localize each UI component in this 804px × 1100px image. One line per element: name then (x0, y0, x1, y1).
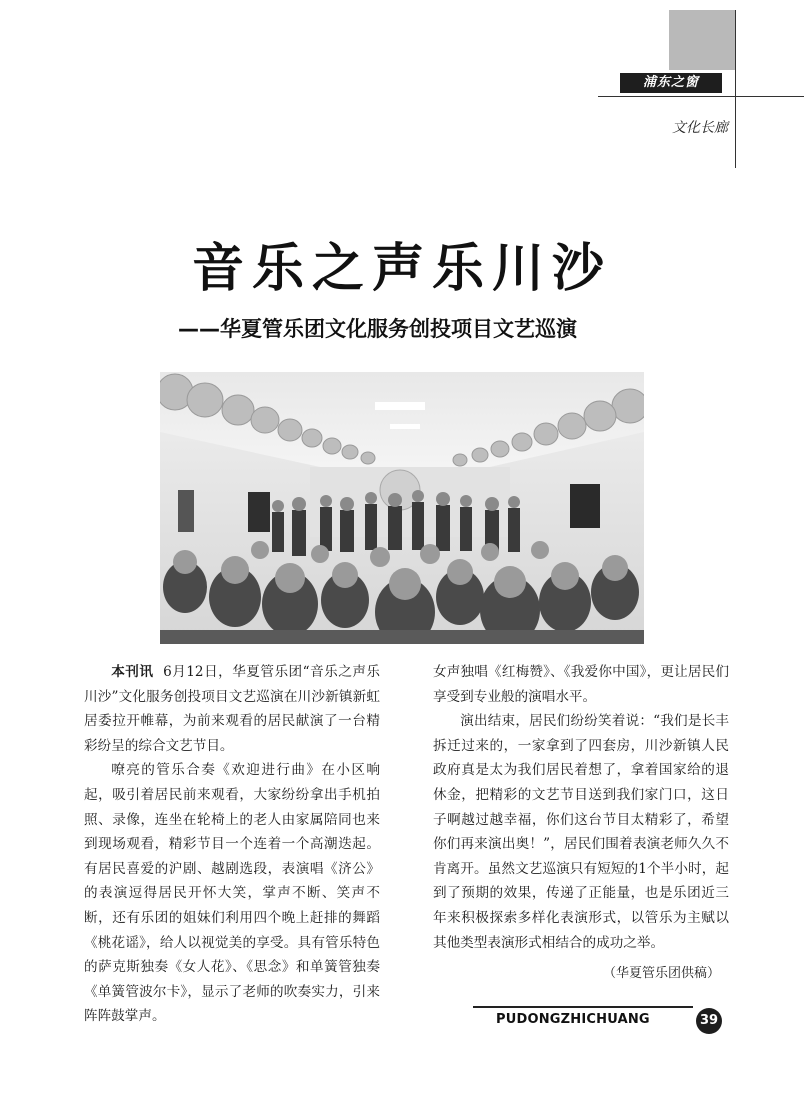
header-divider (598, 96, 804, 97)
page-number: 39 (696, 1008, 722, 1034)
article-title: 音乐之声乐川沙 (191, 239, 612, 299)
lead-tag: 本刊讯 (111, 664, 154, 680)
article-credit: （华夏管乐团供稿） (602, 966, 720, 981)
event-photo (160, 372, 644, 644)
article-column-left (84, 660, 380, 1029)
section-label: 文化长廊 (672, 120, 728, 136)
article-paragraph: 嘹亮的管乐合奏《欢迎进行曲》在小区响起，吸引着居民前来观看，大家纷纷拿出手机拍照、录像，连坐在轮椅上的老人由家属陪同也来到现场观看，精彩节目一个连着一个高潮迭起。有居民喜爱的沪剧、越剧选段，表演唱《济公》的表演逗得居民开怀大笑，掌声不断、笑声不断，还有乐团的姐妹们利用四个晚上赶排的舞蹈《桃花谣》，给人以视觉美的享受。具有管乐特色的萨克斯独奏《女人花》、《思念》和单簧管独奏《单簧管波尔卡》，显示了老师的吹奏实力，引来阵阵鼓掌声。 (84, 762, 380, 1025)
paragraph-text: 6月12日，华夏管乐团“音乐之声乐川沙”文化服务创投项目文艺巡演在川沙新镇新虹居委拉开帷幕，为前来观看的居民献演了一台精彩纷呈的综合文艺节目。 (84, 664, 380, 754)
article-subtitle: ——华夏管乐团文化服务创投项目文艺巡演 (178, 317, 577, 341)
article-paragraph-continued: 女声独唱《红梅赞》、《我爱你中国》，更让居民们享受到专业般的演唱水平。 (433, 664, 729, 705)
footer-divider (473, 1006, 693, 1008)
magazine-name: PUDONGZHICHUANG (496, 1012, 650, 1027)
magazine-brand: 浦东之窗 (620, 73, 722, 93)
corner-decoration (669, 10, 735, 70)
vertical-divider (735, 10, 736, 168)
article-paragraph: 演出结束，居民们纷纷笑着说：“我们是长丰拆迁过来的，一家拿到了四套房，川沙新镇人民政府真是太为我们居民着想了，拿着国家给的退休金，把精彩的文艺节目送到我们家门口，这日子啊越过越幸福，你们这台节目太精彩了，希望你们再来演出奥！”，居民们围着表演老师久久不肯离开。虽然文艺巡演只有短短的1个半小时，起到了预期的效果，传递了正能量，也是乐团近三年来积极探索多样化表演形式，以管乐为主赋以其他类型表演形式相结合的成功之举。 (433, 713, 729, 951)
article-paragraph (84, 660, 380, 758)
article-column-right (433, 660, 729, 955)
